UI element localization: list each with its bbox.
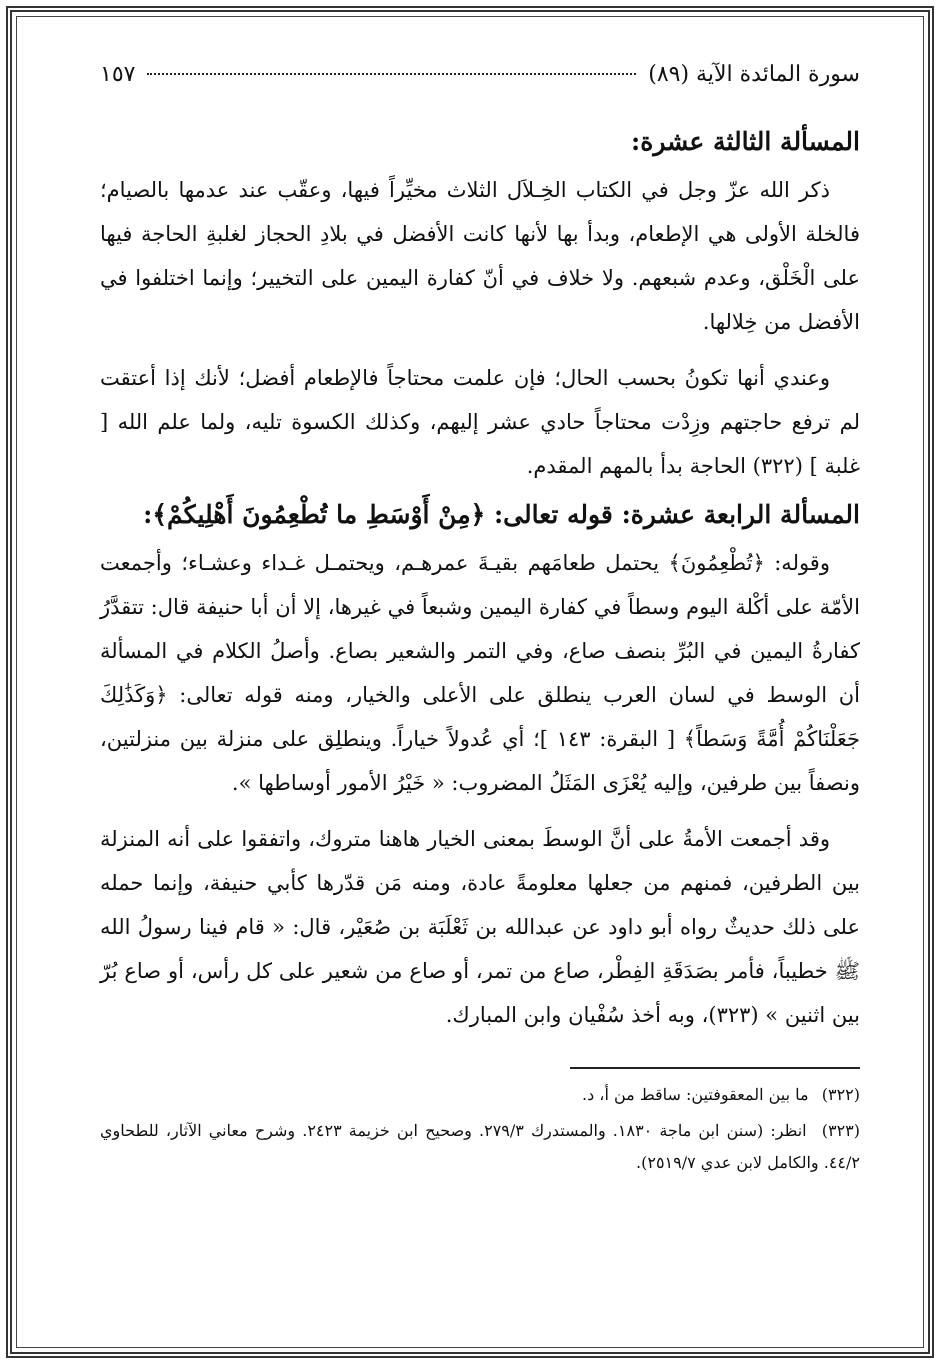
footnote-text: انظر: (سنن ابن ماجة ١٨٣٠. والمستدرك ٢٧٩/٣. وصحيح ابن خزيمة ٢٤٢٣. وشرح معاني الآثار، للطحاوي ٤٤/٢. والكامل لابن عدي ٢٥١٩/٧). bbox=[100, 1121, 860, 1172]
footnote-number: (٣٢٢) bbox=[821, 1085, 860, 1104]
section-heading: المسألة الرابعة عشرة: قوله تعالى: ﴿مِنْ أَوْسَطِ ما تُطْعِمُونَ أَهْلِيكُمْ﴾: bbox=[143, 500, 860, 529]
page bbox=[100, 62, 860, 1322]
running-header bbox=[100, 62, 860, 87]
paragraph: ذكر الله عزّ وجل في الكتاب الخِـلاَل الثلاث مخيِّراً فيها، وعقّب عند عدمها بالصيام؛ فالخلة الأولى هي الإطعام، وبدأ بها لأنها كانت الأفضل في بلادِ الحجاز لغلبةِ الحاجة فيها على الْخَلْق، وعدم شبعهم. ولا خلاف في أنّ كفارة اليمين على التخيير؛ وإنما اختلفوا في الأفضل من خِلالها. bbox=[100, 178, 860, 334]
paragraph: وقوله: ﴿تُطْعِمُونَ﴾ يحتمل طعامَهم بقيـةَ عمرهـم، ويحتمـل غـداء وعشـاء؛ وأجمعت الأمّة على أكْلة اليوم وسطاً في كفارة اليمين وشبعاً في غيرها، إلا أن أبا حنيفة قال: تتقدَّرُ كفارةُ اليمين في البُرِّ بنصف صاع، وفي التمر والشعير بصاع. وأصلُ الكلام في المسألة أن الوسط في لسان العرب ينطلق على الأعلى والخيار، ومنه قوله تعالى: ﴿وَكَذَٰلِكَ جَعَلْنَاكُمْ أُمَّةً وَسَطاً﴾ [ البقرة: ١٤٣ ]؛ أي عُدولاً خياراً. وينطلِق على منزلة بين منزلتين، ونصفاً بين طرفين، وإليه يُعْزَى المَثَلُ المضروب: « خَيْرُ الأمور أوساطها ». bbox=[100, 551, 860, 795]
header-dot-leader bbox=[147, 73, 636, 75]
footnote-number: (٣٢٣) bbox=[821, 1121, 861, 1140]
section-heading: المسألة الثالثة عشرة: bbox=[631, 127, 860, 156]
footnote bbox=[100, 1115, 860, 1179]
footnote bbox=[100, 1079, 860, 1111]
paragraph: وقد أجمعت الأمةُ على أنَّ الوسطَ بمعنى الخيار هاهنا متروك، واتفقوا على أنه المنزلة بين الطرفين، فمنهم من جعلها معلومةً عادة، ومنه مَن قدّرها كأبي حنيفة، وإنما حمله على ذلك حديثٌ رواه أبو داود عن عبدالله بن ثَعْلَبَة بن صُعَيْر، قال: « قام فينا رسولُ الله ﷺ خطيباً، فأمر بصَدَقَةِ الفِطْر، صاع من تمر، أو صاع من شعير على كل رأس، أو صاع بُرّ بين اثنين » (٣٢٣)، وبه أخذ سُفْيان وابن المبارك. bbox=[100, 827, 860, 1027]
page-number: ١٥٧ bbox=[100, 62, 136, 87]
header-title: سورة المائدة الآية (٨٩) bbox=[648, 62, 860, 87]
footnote-text: ما بين المعقوفتين: ساقط من أ، د. bbox=[581, 1085, 809, 1104]
paragraph: وعندي أنها تكونُ بحسب الحال؛ فإن علمت محتاجاً فالإطعام أفضل؛ لأنك إذا أعتقت لم ترفع حاجتهم وزِدْت محتاجاً حادي عشر إليهم، وكذلك الكسوة تليه، ولما علم الله [ غلبة ] (٣٢٢) الحاجة بدأ بالمهم المقدم. bbox=[100, 366, 860, 478]
footnote-separator bbox=[570, 1067, 860, 1069]
